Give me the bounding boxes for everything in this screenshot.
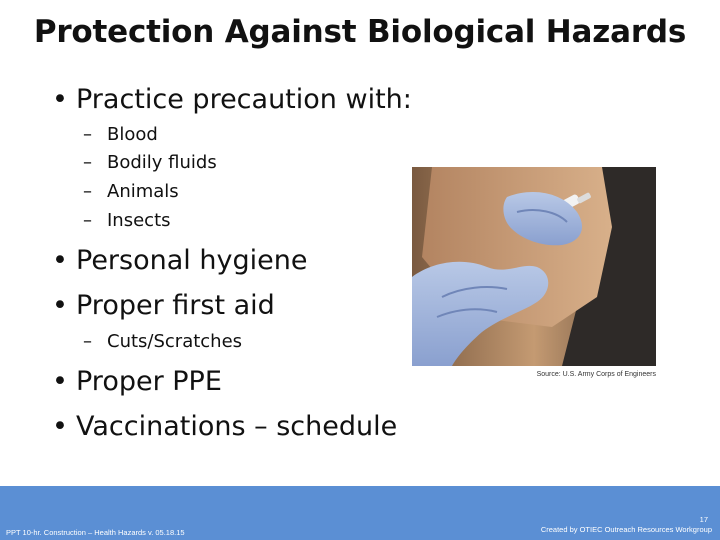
sub-text: Insects [107, 210, 171, 231]
sub-marker: – [83, 210, 92, 231]
sub-item-animals [83, 181, 179, 202]
page-number: 17 [699, 515, 708, 524]
sub-text: Bodily fluids [107, 152, 217, 173]
bullet-vaccinations [52, 411, 397, 442]
slide-title: Protection Against Biological Hazards [33, 14, 687, 50]
footer-credit: Created by OTIEC Outreach Resources Workgroup [540, 525, 712, 534]
bullet-marker: • [52, 245, 68, 276]
sub-text: Cuts/Scratches [107, 331, 243, 352]
sub-item-cuts [83, 331, 242, 352]
bullet-text: Practice precaution with: [76, 84, 412, 115]
sub-item-bodily-fluids [83, 152, 217, 173]
bullet-text: Vaccinations – schedule [76, 411, 398, 442]
bullet-practice-precaution [52, 84, 412, 115]
bullet-marker: • [52, 366, 68, 397]
sub-marker: – [83, 331, 92, 352]
bullet-text: Proper first aid [76, 290, 275, 321]
bullet-first-aid [52, 290, 275, 321]
bullet-text: Proper PPE [76, 366, 222, 397]
vaccination-illustration [412, 167, 656, 366]
bullet-marker: • [52, 411, 68, 442]
sub-text: Blood [107, 124, 158, 145]
bullet-marker: • [52, 84, 68, 115]
sub-marker: – [83, 152, 92, 173]
sub-item-blood [83, 124, 158, 145]
sub-marker: – [83, 181, 92, 202]
image-caption: Source: U.S. Army Corps of Engineers [536, 371, 656, 378]
sub-text: Animals [107, 181, 179, 202]
sub-item-insects [83, 210, 171, 231]
bullet-personal-hygiene [52, 245, 307, 276]
sub-marker: – [83, 124, 92, 145]
bullet-text: Personal hygiene [76, 245, 308, 276]
vaccination-photo [412, 167, 656, 366]
bullet-marker: • [52, 290, 68, 321]
footer-course-label: PPT 10-hr. Construction – Health Hazards v. 05.18.15 [6, 528, 185, 537]
bullet-proper-ppe [52, 366, 222, 397]
